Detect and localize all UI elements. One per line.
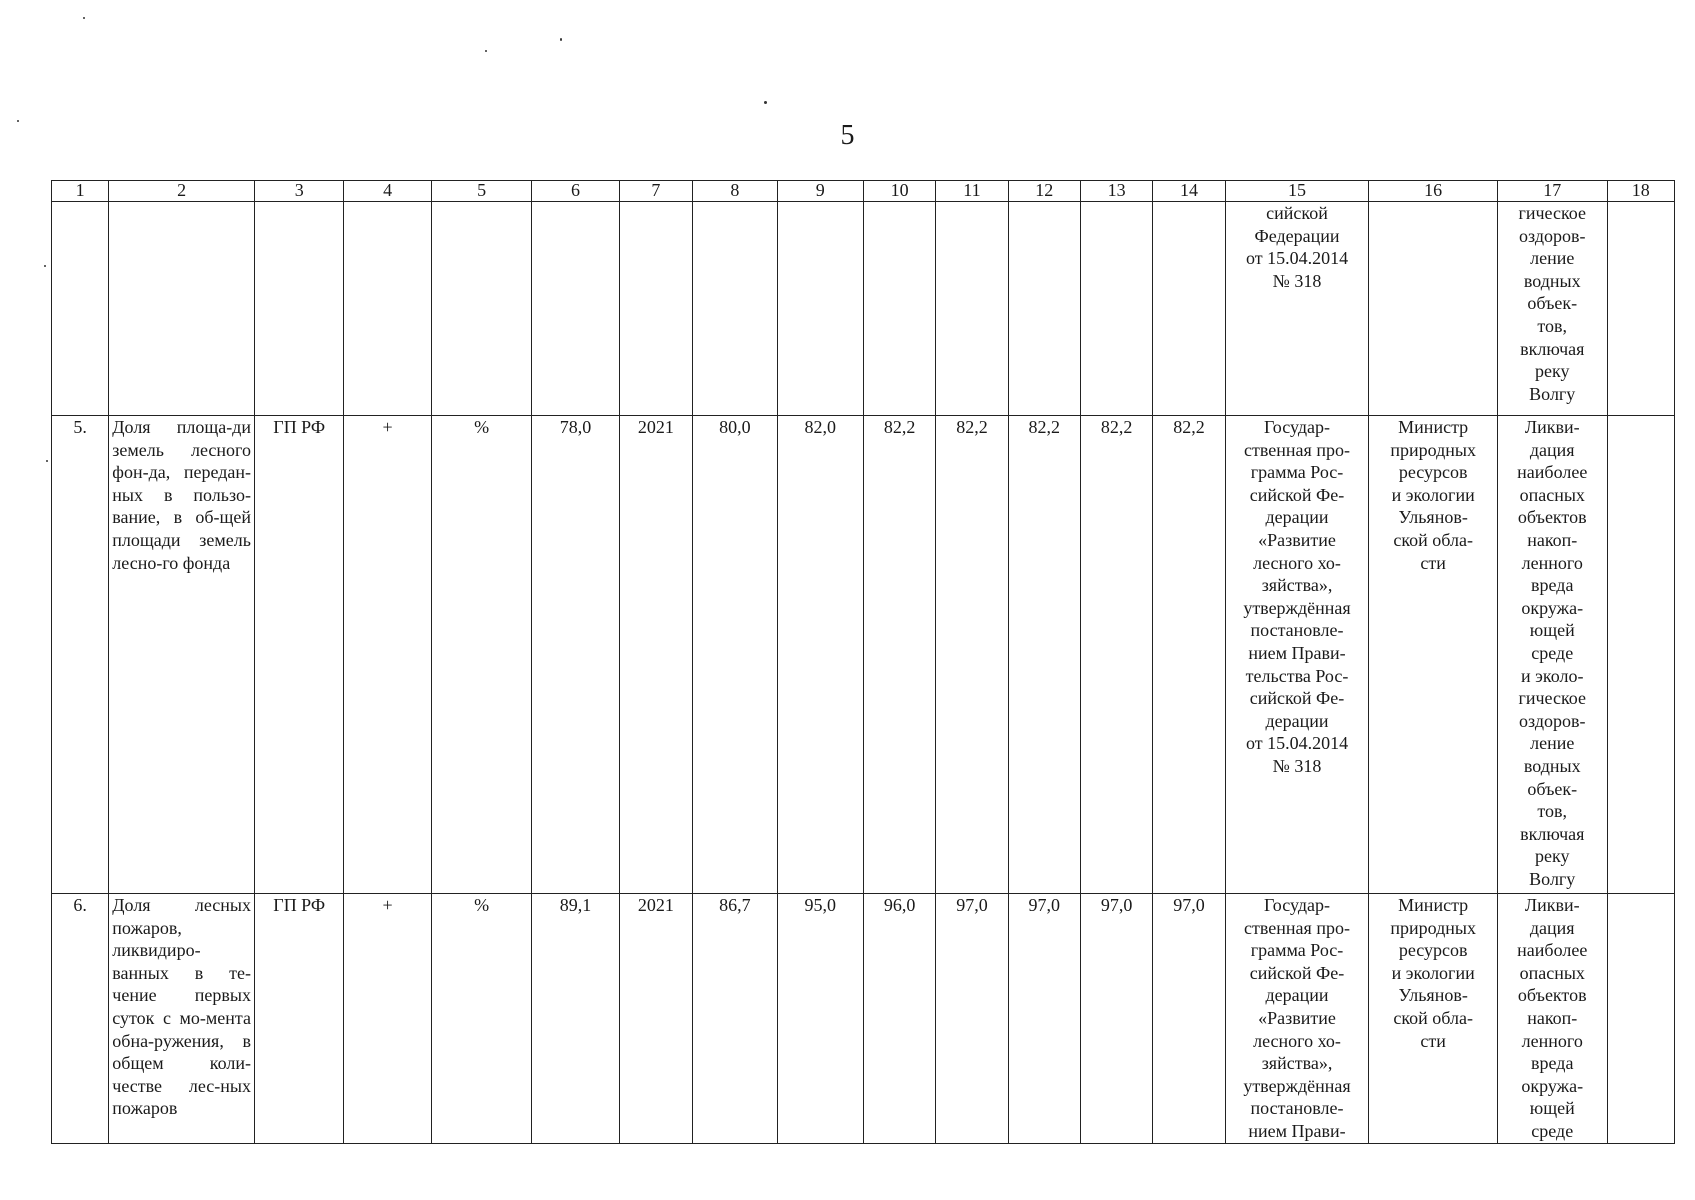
value-cell: 82,2 [1008,416,1080,894]
value-cell: 82,2 [936,416,1008,894]
table-cell [532,202,619,416]
responsible-cell: Министр природных ресурсов и экологии Ульянов- ской обла- сти [1369,416,1498,894]
direction-cell: + [344,894,431,1144]
table-cell [1080,202,1152,416]
column-number: 18 [1607,181,1674,202]
value-cell: 82,2 [863,416,935,894]
row-number-cell: 6. [52,894,109,1144]
table-cell [693,202,777,416]
source-cell: ГП РФ [254,894,343,1144]
scan-speck [46,460,48,462]
source-cell: ГП РФ [254,416,343,894]
column-number: 10 [863,181,935,202]
direction-cell: + [344,416,431,894]
column-number: 15 [1225,181,1369,202]
column-number: 11 [936,181,1008,202]
value-cell: 97,0 [1008,894,1080,1144]
scan-speck [44,265,46,267]
table-cell [1008,202,1080,416]
value-cell: 96,0 [863,894,935,1144]
table-cell [1607,202,1674,416]
table-cell [1607,416,1674,894]
column-number-row [52,181,1675,202]
column-number: 9 [777,181,863,202]
value-cell: 97,0 [936,894,1008,1144]
value-cell: 82,2 [1080,416,1152,894]
column-number: 3 [254,181,343,202]
goal-cell: Ликви- дация наиболее опасных объектов накоп- ленного вреда окружа- ющей среде и эколо- гическое оздоров- ление водных объек- тов, включая реку Волгу [1497,416,1607,894]
scan-speck [485,50,487,52]
column-number: 2 [109,181,255,202]
column-number: 1 [52,181,109,202]
base-value-cell: 89,1 [532,894,619,1144]
scan-speck [764,101,767,104]
column-number: 6 [532,181,619,202]
column-number: 5 [431,181,531,202]
base-year-cell: 2021 [619,416,692,894]
value-cell: 95,0 [777,894,863,1144]
value-cell: 97,0 [1153,894,1225,1144]
column-number: 7 [619,181,692,202]
unit-cell: % [431,416,531,894]
value-cell: 86,7 [693,894,777,1144]
program-cell: сийской Федерации от 15.04.2014 № 318 [1225,202,1369,416]
table-cell [619,202,692,416]
responsible-cell [1369,202,1498,416]
program-cell: Государ- ственная про- грамма Рос- сийской Фе- дерации «Развитие лесного хо- зяйства», утверждённая постановле- нием Прави- тельства Рос- сийской Фе- дерации от 15.04.2014 № 318 [1225,416,1369,894]
value-cell: 82,0 [777,416,863,894]
base-value-cell: 78,0 [532,416,619,894]
page-number: 5 [840,120,855,151]
table-cell [936,202,1008,416]
value-cell: 82,2 [1153,416,1225,894]
table-cell [1153,202,1225,416]
indicator-name-cell: Доля площа-ди земель лесного фон-да, передан-ных в пользо-вание, в об-щей площади земель лесно-го фонда [109,416,255,894]
responsible-cell: Министр природных ресурсов и экологии Ульянов- ской обла- сти [1369,894,1498,1144]
table-cell [254,202,343,416]
table-row-continuation [52,202,1675,416]
table-cell [1607,894,1674,1144]
indicator-name-cell: Доля лесных пожаров, ликвидиро-ванных в те-чение первых суток с мо-мента обна-ружения, в общем коли-честве лес-ных пожаров [109,894,255,1144]
table-cell [344,202,431,416]
table-cell [109,202,255,416]
column-number: 17 [1497,181,1607,202]
scan-speck [83,17,85,19]
goal-cell: Ликви- дация наиболее опасных объектов накоп- ленного вреда окружа- ющей среде [1497,894,1607,1144]
table-row [52,416,1675,894]
column-number: 8 [693,181,777,202]
table-cell [863,202,935,416]
row-number-cell: 5. [52,416,109,894]
unit-cell: % [431,894,531,1144]
table-cell [777,202,863,416]
table-row [52,894,1675,1144]
program-cell: Государ- ственная про- грамма Рос- сийской Фе- дерации «Развитие лесного хо- зяйства», утверждённая постановле- нием Прави- [1225,894,1369,1144]
base-year-cell: 2021 [619,894,692,1144]
column-number: 12 [1008,181,1080,202]
table-cell [431,202,531,416]
indicators-table [51,180,1675,1144]
column-number: 14 [1153,181,1225,202]
value-cell: 97,0 [1080,894,1152,1144]
table-cell [52,202,109,416]
column-number: 13 [1080,181,1152,202]
value-cell: 80,0 [693,416,777,894]
goal-cell: гическое оздоров- ление водных объек- тов, включая реку Волгу [1497,202,1607,416]
column-number: 16 [1369,181,1498,202]
scan-speck [560,38,562,41]
scan-speck [17,120,19,122]
column-number: 4 [344,181,431,202]
